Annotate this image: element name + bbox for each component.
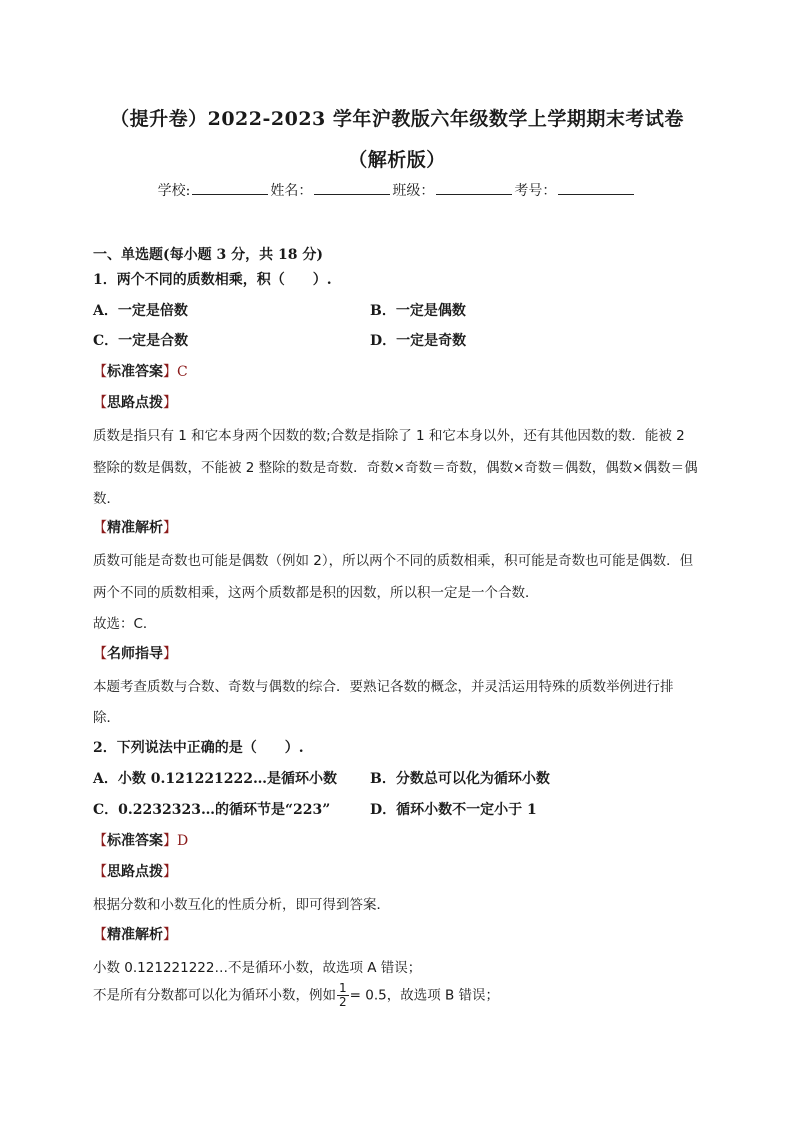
q2-hint-heading: 【思路点拨】 (93, 864, 177, 880)
q2-stem: 2．下列说法中正确的是（ ）. (93, 740, 304, 756)
q1-stem: 1．两个不同的质数相乘，积（ ）. (93, 272, 332, 288)
q1-analysis-line: 两个不同的质数相乘，这两个质数都是积的因数，所以积一定是一个合数． (93, 585, 539, 601)
school-blank[interactable] (192, 182, 268, 195)
exam-no-blank[interactable] (558, 182, 634, 195)
name-blank[interactable] (314, 182, 390, 195)
section-heading: 一、单选题(每小题 3 分，共 18 分) (93, 247, 323, 263)
q1-option-b: B．一定是偶数 (370, 303, 466, 319)
q1-teacher-line: 除． (93, 710, 120, 726)
school-label: 学校: (157, 183, 191, 199)
student-info-row (0, 180, 794, 200)
q1-teacher-line: 本题考查质数与合数、奇数与偶数的综合．要熟记各数的概念，并灵活运用特殊的质数举例进行排 (93, 679, 674, 695)
q1-hint-line: 质数是指只有 1 和它本身两个因数的数;合数是指除了 1 和它本身以外，还有其他因数的数．能被 2 (93, 428, 685, 444)
document-title: （提升卷）2022-2023 学年沪教版六年级数学上学期期末考试卷 (110, 108, 684, 130)
class-label: 班级： (392, 183, 435, 199)
q1-teacher-heading: 【名师指导】 (93, 646, 177, 662)
q2-option-b: B．分数总可以化为循环小数 (370, 771, 550, 787)
q2-hint-line: 根据分数和小数互化的性质分析，即可得到答案． (93, 897, 390, 913)
q1-option-a: A．一定是倍数 (93, 303, 188, 319)
q2-option-c: C．0.2232323…的循环节是“223” (93, 802, 331, 818)
document-subtitle: （解析版） (348, 149, 446, 171)
q1-option-c: C．一定是合数 (93, 333, 189, 349)
q1-hint-line: 数． (93, 491, 120, 507)
q2-option-a: A．小数 0.121221222…是循环小数 (93, 771, 338, 787)
q2-analysis-heading: 【精准解析】 (93, 927, 177, 943)
exam-no-label: 考号： (514, 183, 557, 199)
class-blank[interactable] (436, 182, 512, 195)
q1-conclusion: 故选：C． (93, 616, 157, 632)
fraction-one-half: $\frac{1}{2}$ (339, 981, 347, 1009)
q1-analysis-heading: 【精准解析】 (93, 520, 177, 536)
q2-standard-answer: 【标准答案】D (93, 833, 189, 849)
q2-analysis-line: 小数 0.121221222…不是循环小数，故选项 A 错误； (93, 960, 422, 976)
q1-option-d: D．一定是奇数 (370, 333, 467, 349)
q1-analysis-line: 质数可能是奇数也可能是偶数（例如 2），所以两个不同的质数相乘，积可能是奇数也可能是偶数．但 (93, 553, 694, 569)
q2-analysis-line: 不是所有分数都可以化为循环小数，例如 $\frac{1}{2}$ = 0.5，故选项 B 错误； (93, 981, 500, 1009)
q2-option-d: D．循环小数不一定小于 1 (370, 802, 537, 818)
q1-standard-answer: 【标准答案】C (93, 364, 188, 380)
q1-hint-line: 整除的数是偶数，不能被 2 整除的数是奇数．奇数×奇数＝奇数，偶数×奇数＝偶数，偶数×偶数＝偶 (93, 460, 698, 476)
q1-hint-heading: 【思路点拨】 (93, 395, 177, 411)
name-label: 姓名： (270, 183, 313, 199)
